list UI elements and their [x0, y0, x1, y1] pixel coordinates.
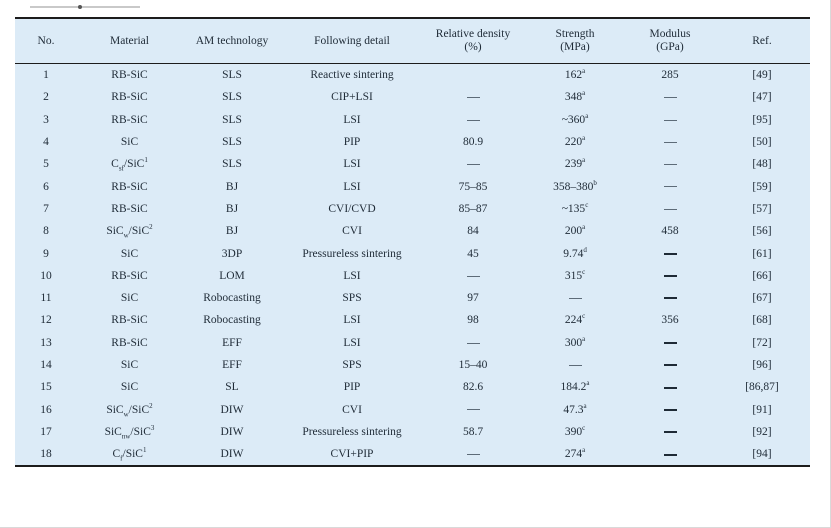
- cell-following-detail: PIP: [343, 381, 361, 394]
- header-strength: Strength (MPa): [524, 19, 626, 64]
- cell-modulus: 356: [661, 314, 679, 327]
- cell-strength: 47.3$^a$: [563, 401, 587, 416]
- table-row: [15, 220, 810, 242]
- cell-material: $C_{sf}/SiC^1$: [111, 156, 148, 173]
- cell-modulus: [626, 109, 714, 131]
- cell-no: 8: [43, 225, 49, 238]
- header-no: No.: [15, 19, 77, 64]
- header-ref: Ref.: [714, 19, 810, 64]
- cell-modulus: [626, 131, 714, 153]
- cell-modulus: [626, 265, 714, 287]
- top-scroll-indicator: [30, 6, 140, 8]
- cell-relative-density: [422, 153, 524, 175]
- empty-dash: [664, 164, 677, 165]
- cell-following-detail: CVI: [342, 225, 362, 238]
- cell-relative-density: [422, 109, 524, 131]
- cell-no: 4: [43, 136, 49, 149]
- table-row: [15, 86, 810, 108]
- cell-material: SiC$_{nw}$/SiC$^3$: [104, 424, 155, 441]
- cell-strength: 220$^a$: [564, 134, 586, 149]
- cell-strength: [524, 287, 626, 309]
- cell-ref: [72]: [752, 336, 772, 349]
- cell-relative-density: 98: [467, 314, 479, 327]
- cell-modulus: [626, 153, 714, 175]
- cell-no: 9: [43, 247, 49, 260]
- cell-ref: [95]: [752, 113, 772, 126]
- cell-strength: 9.74$^d$: [563, 245, 587, 260]
- cell-no: 12: [40, 314, 52, 327]
- cell-following-detail: LSI: [343, 314, 361, 327]
- cell-strength: 239$^a$: [564, 156, 586, 171]
- empty-dash: [664, 186, 677, 187]
- empty-dash: [664, 297, 677, 299]
- cell-no: 17: [40, 425, 52, 438]
- cell-ref: [47]: [752, 91, 772, 104]
- cell-material: RB-SiC: [111, 91, 148, 104]
- empty-dash: [569, 365, 582, 366]
- cell-following-detail: CVI/CVD: [328, 202, 376, 215]
- table-row: [15, 109, 810, 131]
- table-row: [15, 287, 810, 309]
- empty-dash: [664, 209, 677, 210]
- cell-am-technology: SLS: [222, 158, 242, 171]
- cell-am-technology: DIW: [220, 403, 244, 416]
- empty-dash: [664, 120, 677, 121]
- cell-no: 2: [43, 91, 49, 104]
- empty-dash: [664, 275, 677, 277]
- cell-material: RB-SiC: [111, 69, 148, 82]
- cell-ref: [91]: [752, 403, 772, 416]
- cell-ref: [67]: [752, 292, 772, 305]
- cell-ref: [48]: [752, 158, 772, 171]
- table-row: [15, 153, 810, 175]
- table-row: [15, 376, 810, 398]
- cell-following-detail: LSI: [343, 180, 361, 193]
- cell-no: 11: [40, 292, 52, 305]
- cell-strength: 300$^a$: [564, 334, 586, 349]
- cell-ref: [94]: [752, 448, 772, 461]
- cell-following-detail: SPS: [342, 359, 362, 371]
- cell-no: 18: [40, 448, 52, 461]
- cell-strength: 224$^c$: [564, 312, 586, 327]
- empty-dash: [664, 409, 677, 411]
- cell-following-detail: PIP: [343, 136, 361, 149]
- cell-modulus: 458: [661, 225, 679, 238]
- header-modulus: Modulus (GPa): [626, 19, 714, 64]
- header-material: Material: [77, 19, 182, 64]
- cell-modulus: [626, 86, 714, 108]
- empty-dash: [664, 431, 677, 433]
- cell-modulus: [626, 376, 714, 398]
- cell-no: 3: [43, 113, 49, 126]
- header-relative-density: Relative density (%): [422, 19, 524, 64]
- cell-no: 6: [43, 180, 49, 193]
- cell-material: SiC: [120, 247, 139, 260]
- cell-following-detail: LSI: [343, 269, 361, 282]
- table-row: [15, 332, 810, 354]
- cell-am-technology: SLS: [222, 69, 242, 82]
- empty-dash: [467, 120, 480, 121]
- header-following-detail: Following detail: [282, 19, 422, 64]
- cell-am-technology: BJ: [225, 225, 239, 238]
- cell-following-detail: Pressureless sintering: [302, 425, 402, 438]
- cell-modulus: [626, 242, 714, 264]
- cell-am-technology: BJ: [225, 180, 239, 193]
- cell-modulus: [626, 354, 714, 376]
- table-row: [15, 198, 810, 220]
- cell-following-detail: LSI: [343, 158, 361, 171]
- cell-am-technology: LOM: [219, 269, 245, 282]
- cell-am-technology: SLS: [222, 91, 242, 104]
- cell-material: $C_f/SiC^1$: [112, 446, 147, 463]
- empty-dash: [467, 164, 480, 165]
- cell-am-technology: EFF: [222, 336, 242, 349]
- cell-material: SiC: [120, 292, 139, 305]
- cell-strength: 390$^c$: [564, 424, 586, 438]
- cell-following-detail: SPS: [342, 292, 362, 305]
- cell-modulus: [626, 421, 714, 443]
- cell-following-detail: LSI: [343, 113, 361, 126]
- table-row: [15, 421, 810, 443]
- cell-relative-density: [422, 64, 524, 87]
- cell-no: 10: [40, 269, 52, 282]
- cell-am-technology: EFF: [222, 359, 242, 371]
- cell-am-technology: DIW: [220, 425, 244, 438]
- cell-modulus: [626, 175, 714, 197]
- empty-dash: [467, 276, 480, 277]
- cell-following-detail: CVI: [342, 403, 362, 416]
- cell-relative-density: 15–40: [458, 359, 488, 371]
- cell-am-technology: SLS: [222, 136, 242, 149]
- cell-am-technology: BJ: [225, 202, 239, 215]
- cell-following-detail: Pressureless sintering: [302, 247, 402, 260]
- empty-dash: [664, 364, 677, 366]
- cell-material: SiC$_w$/SiC$^2$: [106, 223, 153, 240]
- cell-am-technology: Robocasting: [203, 314, 261, 327]
- cell-relative-density: 85–87: [458, 202, 488, 215]
- cell-following-detail: LSI: [343, 336, 361, 349]
- empty-dash: [467, 97, 480, 98]
- cell-no: 7: [43, 202, 49, 215]
- cell-material: RB-SiC: [111, 113, 148, 126]
- empty-dash: [569, 298, 582, 299]
- cell-relative-density: 82.6: [462, 381, 484, 394]
- cell-ref: [86,87]: [745, 381, 779, 394]
- cell-modulus: [626, 332, 714, 354]
- cell-ref: [57]: [752, 202, 772, 215]
- cell-no: 13: [40, 336, 52, 349]
- cell-modulus: [626, 198, 714, 220]
- table-header-row: [15, 19, 810, 64]
- cell-material: RB-SiC: [111, 314, 148, 327]
- table-row: [15, 64, 810, 87]
- empty-dash: [664, 253, 677, 255]
- cell-ref: [56]: [752, 225, 772, 238]
- cell-relative-density: 58.7: [462, 425, 484, 438]
- empty-dash: [664, 342, 677, 344]
- table-row: [15, 354, 810, 376]
- empty-dash: [664, 387, 677, 389]
- cell-relative-density: [422, 265, 524, 287]
- cell-following-detail: CIP+LSI: [331, 91, 373, 104]
- cell-material: RB-SiC: [111, 336, 148, 349]
- am-sic-properties-table: [15, 19, 810, 465]
- cell-material: RB-SiC: [111, 180, 148, 193]
- cell-am-technology: 3DP: [221, 247, 243, 260]
- cell-strength: 162$^a$: [564, 67, 586, 82]
- cell-am-technology: DIW: [220, 448, 244, 461]
- cell-strength: ~135$^c$: [561, 201, 589, 215]
- cell-strength: 184.2$^a$: [560, 379, 590, 394]
- indicator-dot-icon: [78, 5, 82, 9]
- data-table-container: [15, 17, 810, 467]
- cell-modulus: [626, 443, 714, 465]
- cell-strength: [524, 354, 626, 376]
- cell-relative-density: [422, 332, 524, 354]
- cell-modulus: [626, 287, 714, 309]
- cell-ref: [96]: [752, 359, 772, 371]
- cell-relative-density: [422, 398, 524, 420]
- cell-strength: 348$^a$: [564, 89, 586, 104]
- header-am-technology: AM technology: [182, 19, 282, 64]
- cell-no: 1: [43, 69, 49, 82]
- empty-dash: [664, 454, 677, 456]
- empty-dash: [467, 454, 480, 455]
- cell-ref: [59]: [752, 180, 772, 193]
- empty-dash: [664, 142, 677, 143]
- cell-material: RB-SiC: [111, 269, 148, 282]
- cell-modulus: 285: [661, 69, 679, 82]
- table-row: [15, 398, 810, 420]
- cell-am-technology: SL: [225, 381, 239, 394]
- cell-material: SiC$_w$/SiC$^2$: [106, 401, 153, 418]
- cell-ref: [61]: [752, 247, 772, 260]
- cell-relative-density: [422, 86, 524, 108]
- cell-following-detail: CVI+PIP: [330, 448, 374, 461]
- cell-following-detail: Reactive sintering: [310, 69, 394, 82]
- empty-dash: [467, 343, 480, 344]
- cell-ref: [92]: [752, 425, 772, 438]
- cell-relative-density: 75–85: [458, 180, 488, 193]
- table-row: [15, 309, 810, 331]
- cell-relative-density: 45: [467, 247, 479, 260]
- cell-relative-density: 97: [467, 292, 479, 305]
- cell-relative-density: 84: [467, 225, 479, 238]
- cell-strength: ~360$^a$: [561, 111, 589, 126]
- cell-strength: 274$^a$: [564, 446, 586, 461]
- table-body: [15, 64, 810, 466]
- cell-ref: [50]: [752, 136, 772, 149]
- cell-ref: [68]: [752, 314, 772, 327]
- table-row: [15, 131, 810, 153]
- cell-material: RB-SiC: [111, 202, 148, 215]
- cell-material: SiC: [120, 136, 139, 149]
- cell-strength: 358–380$^b$: [553, 178, 597, 193]
- cell-am-technology: SLS: [222, 113, 242, 126]
- cell-material: SiC: [120, 359, 139, 371]
- table-row: [15, 443, 810, 465]
- cell-relative-density: [422, 443, 524, 465]
- cell-material: SiC: [120, 381, 139, 394]
- table-row: [15, 175, 810, 197]
- empty-dash: [467, 409, 480, 410]
- cell-ref: [66]: [752, 269, 772, 282]
- table-row: [15, 242, 810, 264]
- empty-dash: [664, 97, 677, 98]
- cell-no: 5: [43, 158, 49, 171]
- cell-relative-density: 80.9: [462, 136, 484, 149]
- cell-no: 15: [40, 381, 52, 394]
- table-row: [15, 265, 810, 287]
- cell-am-technology: Robocasting: [203, 292, 261, 305]
- cell-strength: 200$^a$: [564, 223, 586, 238]
- cell-strength: 315$^c$: [564, 267, 586, 282]
- cell-modulus: [626, 398, 714, 420]
- cell-ref: [49]: [752, 69, 772, 82]
- cell-no: 14: [40, 359, 52, 371]
- cell-no: 16: [40, 403, 52, 416]
